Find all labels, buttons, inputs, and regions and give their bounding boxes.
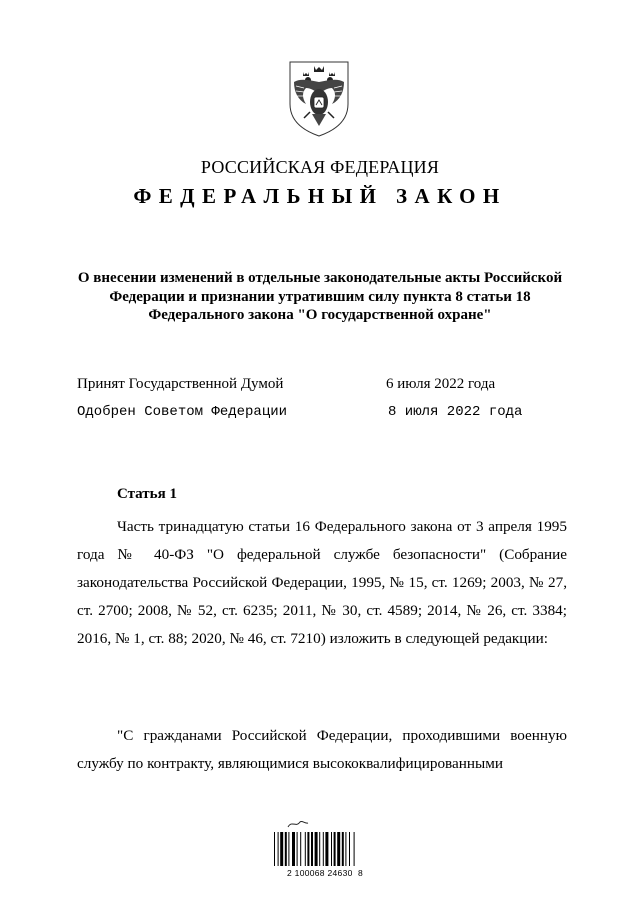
- barcode-icon: [274, 832, 376, 866]
- adopted-by-duma-label: Принят Государственной Думой: [77, 376, 284, 392]
- article-paragraph: "С гражданами Российской Федерации, проходившими военную службу по контракту, являющимися высококвалифицированными: [77, 727, 567, 772]
- document-type-heading: ФЕДЕРАЛЬНЫЙ ЗАКОН: [133, 184, 507, 208]
- coat-of-arms-icon: [284, 58, 354, 138]
- approved-by-council-label: Одобрен Советом Федерации: [77, 404, 288, 420]
- adopted-by-duma-date: 6 июля 2022 года: [386, 376, 496, 392]
- article-heading: Статья 1: [117, 486, 177, 502]
- signature-mark-icon: [286, 818, 310, 830]
- approved-by-council-date: 8 июля 2022 года: [388, 404, 523, 420]
- barcode-block: [270, 818, 380, 882]
- law-title: О внесении изменений в отдельные законодательные акты Российской Федерации и признании утратившим силу пункта 8 статьи 18 Федерального закона "О государственной охране": [77, 270, 563, 323]
- article-paragraph: Часть тринадцатую статьи 16 Федерального закона от 3 апреля 1995 года № 40-ФЗ "О федеральной службе безопасности" (Собрание законодательства Российской Федерации, 1995, № 15, ст. 1269; 2003, № 27, ст. 2700; 2008, № 52, ст. 6235; 2011, № 30, ст. 4589; 2014, № 26, ст. 3384; 2016, № 1, ст. 88; 2020, № 46, ст. 7210) изложить в следующей редакции:: [77, 518, 567, 647]
- country-heading: РОССИЙСКАЯ ФЕДЕРАЦИЯ: [200, 157, 440, 177]
- barcode-number: 2 100068 24630 8: [286, 868, 363, 878]
